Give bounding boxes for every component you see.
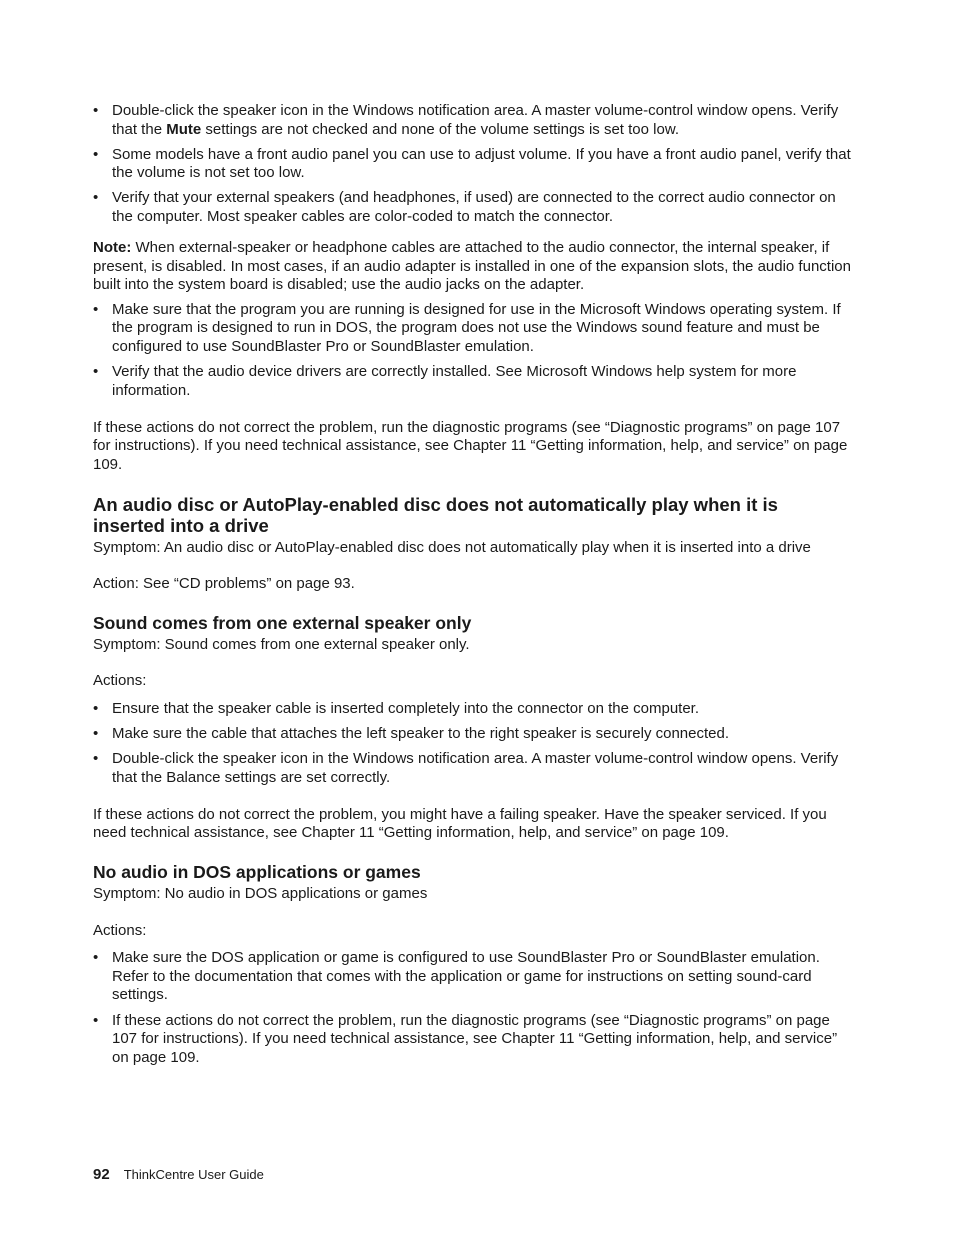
note-label: Note: [93,239,132,257]
bullet-list-program [93,301,853,400]
bullet-list-volume [93,102,853,227]
list-item: • If these actions do not correct the problem, run the diagnostic programs (see “Diagnostic programs” on page 107 for instructions). If you need technical assistance, see Chapter 11 “Getting information, help, and service” on page 109. [93,1012,853,1068]
list-item: • Ensure that the speaker cable is inserted completely into the connector on the computer. [93,700,853,719]
symptom-text: Symptom: Sound comes from one external speaker only. [93,635,470,653]
symptom-text: Symptom: No audio in DOS applications or games [93,885,428,903]
page-number: 92 [93,1166,110,1183]
list-item: • Double-click the speaker icon in the Windows notification area. A master volume-control window opens. Verify that the Mute settings are not checked and none of the volume settings is set too low. [93,102,853,139]
list-item: • Verify that your external speakers (and headphones, if used) are connected to the correct audio connector on the computer. Most speaker cables are color-coded to match the connector. [93,189,853,226]
list-item: • Make sure that the program you are running is designed for use in the Microsoft Windows operating system. If the program is designed to run in DOS, the program does not use the Windows sound feature and must be configured to use SoundBlaster Pro or SoundBlaster emulation. [93,301,853,357]
symptom-text: Symptom: An audio disc or AutoPlay-enabled disc does not automatically play when it is inserted into a drive [93,538,811,556]
guide-title: ThinkCentre User Guide [123,1167,264,1182]
note-paragraph: Note: When external-speaker or headphone cables are attached to the audio connector, the internal speaker, if present, is disabled. In most cases, if an audio adapter is installed in one of the expansion slots, the audio function built into the system board is disabled; use the audio jacks on the adapter. [93,239,851,294]
paragraph-failing-speaker: If these actions do not correct the problem, you might have a failing speaker. Have the speaker serviced. If you need technical assistance, see Chapter 11 “Getting information, help, and service” on page 109. [93,805,827,842]
bullet-list-speaker-actions [93,700,853,787]
section-heading-audio-disc: An audio disc or AutoPlay-enabled disc does not automatically play when it is inserted into a drive [93,493,778,537]
list-item: • Some models have a front audio panel you can use to adjust volume. If you have a front audio panel, verify that the volume is not set too low. [93,146,853,183]
paragraph-diagnostic: If these actions do not correct the problem, run the diagnostic programs (see “Diagnostic programs” on page 107 for instructions). If you need technical assistance, see Chapter 11 “Getting information, help, and service” on page 109. [93,418,848,473]
document-body [93,102,853,1074]
action-text: Action: See “CD problems” on page 93. [93,575,355,593]
actions-label: Actions: [93,921,147,939]
list-item: • Verify that the audio device drivers are correctly installed. See Microsoft Windows help system for more information. [93,363,853,400]
list-item: • Make sure the DOS application or game is configured to use SoundBlaster Pro or SoundBlaster emulation. Refer to the documentation that comes with the application or game for instructions on setting sound-card settings. [93,949,853,1005]
mute-term: Mute [166,120,202,138]
section-heading-dos-audio: No audio in DOS applications or games [93,862,421,883]
actions-label: Actions: [93,672,147,690]
bullet-list-dos-actions [93,949,853,1067]
list-item: • Double-click the speaker icon in the Windows notification area. A master volume-control window opens. Verify that the Balance settings are set correctly. [93,750,853,787]
section-heading-one-speaker: Sound comes from one external speaker only [93,612,472,633]
list-item: • Make sure the cable that attaches the left speaker to the right speaker is securely connected. [93,725,853,744]
page-footer [93,1166,264,1185]
